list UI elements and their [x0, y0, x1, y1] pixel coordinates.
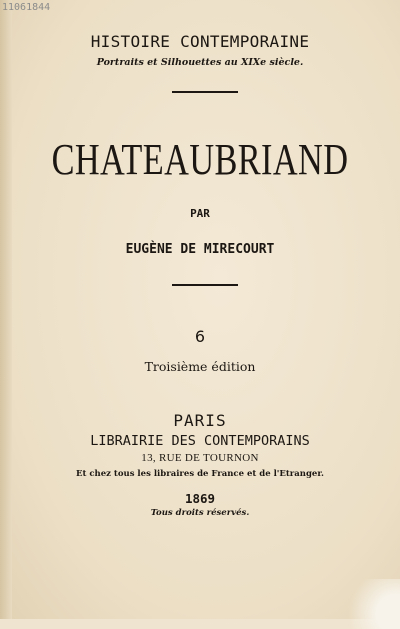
divider-rule-bottom: [172, 284, 238, 286]
page-gutter-edge: [0, 0, 12, 619]
imprint-city: PARIS: [173, 411, 227, 430]
imprint-address: 13, RUE DE TOURNON: [141, 452, 259, 464]
series-title: HISTOIRE CONTEMPORAINE: [90, 32, 310, 51]
volume-number: 6: [194, 327, 206, 346]
imprint-distribution: Et chez tous les libraires de France et de l'Etranger.: [76, 469, 324, 479]
imprint-year: 1869: [184, 491, 216, 506]
book-title: CHATEAUBRIAND: [51, 135, 349, 184]
divider-rule-top: [172, 91, 238, 93]
rights-notice: Tous droits réservés.: [150, 508, 250, 518]
page-corner-wear: [340, 579, 400, 629]
series-subtitle: Portraits et Silhouettes au XIXe siècle.: [96, 57, 304, 68]
by-word: PAR: [190, 207, 210, 220]
scan-id-stamp: 11061844: [2, 2, 51, 13]
author-name: EUGÈNE DE MIRECOURT: [125, 242, 275, 257]
edition-statement: Troisième édition: [144, 359, 256, 374]
imprint-publisher: LIBRAIRIE DES CONTEMPORAINS: [90, 433, 310, 449]
